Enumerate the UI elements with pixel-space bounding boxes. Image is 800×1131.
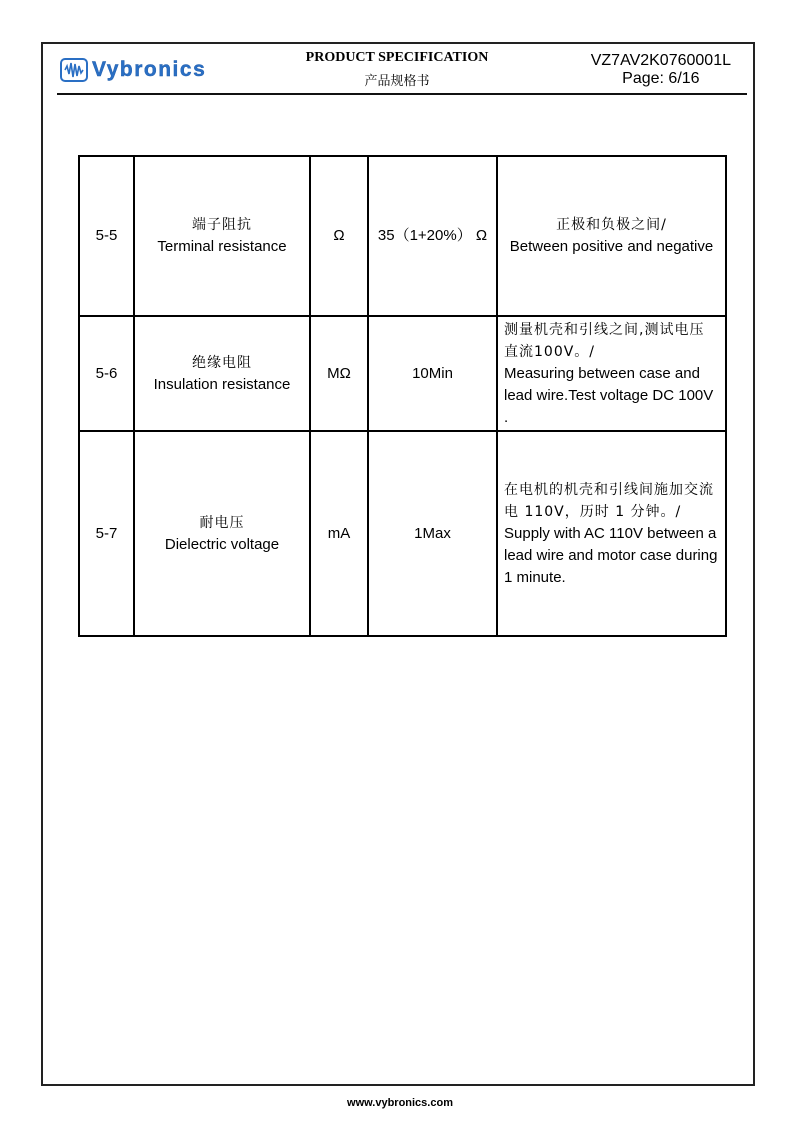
item-number: 5-5 [79, 156, 134, 316]
item-name-cn: 绝缘电阻 [192, 354, 252, 371]
item-number: 5-7 [79, 431, 134, 636]
document-number: VZ7AV2K0760001L [590, 52, 731, 69]
item-name-cn: 耐电压 [199, 514, 245, 531]
table-row [79, 156, 726, 316]
test-condition-cn: 在电机的机壳和引线间施加交流电 110V，历时 1 分钟。/ [504, 481, 714, 520]
test-condition-en: Supply with AC 110V between a lead wire and motor case during 1 minute. [504, 524, 718, 586]
item-number: 5-6 [79, 316, 134, 431]
test-condition [497, 316, 726, 431]
item-name [134, 431, 310, 636]
unit: MΩ [310, 316, 368, 431]
vybronics-logo-icon [60, 58, 88, 82]
title-english: PRODUCT SPECIFICATION [305, 50, 489, 65]
logo-text: Vybronics [92, 58, 207, 81]
item-name-en: Insulation resistance [153, 375, 291, 393]
item-name [134, 156, 310, 316]
item-name-en: Dielectric voltage [164, 535, 280, 553]
table-row [79, 316, 726, 431]
title-chinese: 产品规格书 [364, 74, 430, 89]
specification-table [78, 155, 727, 637]
page-header [57, 46, 747, 94]
specification-value: 1Max [368, 431, 497, 636]
specification-value: 10Min [368, 316, 497, 431]
specification-value: 35（1+20%） Ω [368, 156, 497, 316]
item-name [134, 316, 310, 431]
footer-website: www.vybronics.com [347, 1097, 453, 1109]
test-condition-en: Between positive and negative [509, 238, 714, 255]
document-title [267, 50, 527, 89]
test-condition-cn: 测量机壳和引线之间,测试电压直流100V。/ [504, 321, 705, 360]
item-name-cn: 端子阻抗 [192, 217, 252, 233]
unit: Ω [310, 156, 368, 316]
document-meta [591, 52, 731, 88]
test-condition-en: Measuring between case and lead wire.Test voltage DC 100V . [504, 364, 714, 426]
logo [60, 57, 206, 83]
unit: mA [310, 431, 368, 636]
table-row [79, 431, 726, 636]
header-divider [57, 93, 747, 95]
page-number: Page: 6/16 [622, 70, 700, 87]
test-condition [497, 431, 726, 636]
item-name-en: Terminal resistance [157, 238, 287, 255]
test-condition-cn: 正极和负极之间/ [556, 217, 667, 233]
test-condition [497, 156, 726, 316]
